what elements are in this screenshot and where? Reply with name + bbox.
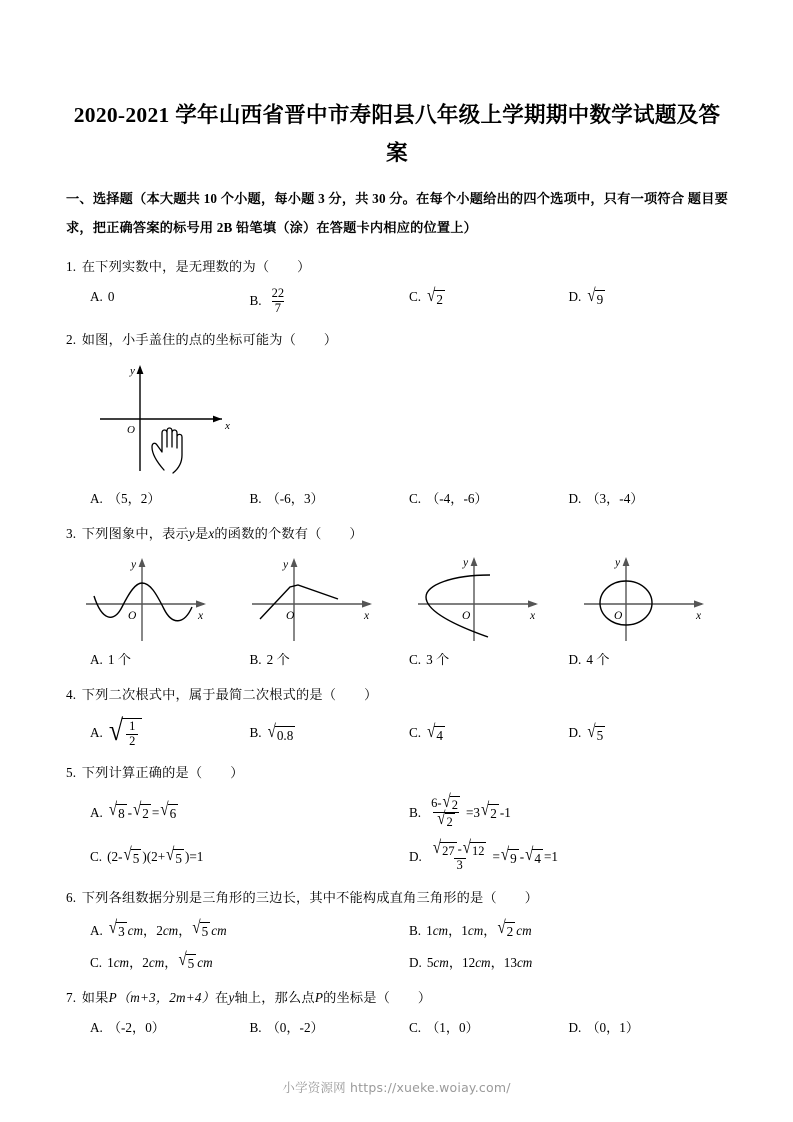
point-coordinates: （m+3，2m+4） <box>116 989 216 1005</box>
option-label: B. <box>249 491 262 506</box>
result-suffix: -1 <box>499 804 511 820</box>
question-5-text: 下列计算正确的是（ <box>81 765 203 780</box>
sqrt-icon <box>462 838 487 858</box>
question-2-paren-close: ） <box>323 332 338 347</box>
question-2-index: 2. <box>66 332 77 347</box>
radical-sign: √ <box>427 286 436 306</box>
operator: - <box>519 849 525 865</box>
radicand: 6 <box>169 806 177 822</box>
option-label: C. <box>90 849 103 865</box>
numerator: 22 <box>271 286 285 300</box>
section-instructions <box>66 184 728 242</box>
radicand: 2 <box>490 806 497 822</box>
radical-sign: √ <box>108 713 124 747</box>
option-value: 3 个 <box>426 652 450 667</box>
x-axis-label: x <box>198 610 204 622</box>
radicand: 5 <box>201 924 209 940</box>
option-label: D. <box>568 724 582 740</box>
equals: = <box>492 849 500 865</box>
option-value: （-2，0） <box>107 1019 165 1035</box>
question-6-text: 下列各组数据分别是三角形的三边长，其中不能构成直角三角形的是（ <box>81 889 497 905</box>
question-1-stem <box>66 256 728 278</box>
question-6-option-a[interactable]: A. √ 3 cm ， 2 cm ， √ 5 cm <box>90 918 227 940</box>
numerator-prefix: 6- <box>431 796 442 811</box>
question-5-paren-close: ） <box>230 765 244 780</box>
radical-sign: √ <box>192 918 201 938</box>
option-label: A. <box>90 652 103 667</box>
origin-label: O <box>614 610 623 622</box>
equals: = <box>151 804 160 820</box>
sqrt-icon <box>587 286 605 307</box>
option-label: B. <box>249 1019 262 1035</box>
sqrt-icon <box>427 286 445 307</box>
y-axis-label: y <box>463 557 469 569</box>
y-axis-label: y <box>283 559 289 571</box>
question-2-option-d[interactable] <box>569 489 729 509</box>
figure-sine-wave <box>80 549 228 641</box>
origin-label: O <box>128 610 137 622</box>
radicand: 2 <box>142 806 149 822</box>
y-axis-label: y <box>130 365 135 377</box>
question-4 <box>66 684 728 748</box>
radicand: 12 <box>471 843 485 858</box>
side-1: 1 <box>107 954 114 970</box>
question-5-index: 5. <box>66 765 77 780</box>
option-label: B. <box>249 652 262 667</box>
radicand <box>122 718 142 748</box>
option-label: D. <box>568 289 582 304</box>
radicand: 27 <box>442 843 455 858</box>
option-label: A. <box>90 804 103 820</box>
question-4-option-b[interactable] <box>250 723 410 743</box>
option-label: D. <box>568 652 582 667</box>
side-2: 2 <box>156 922 163 938</box>
unit-cm: cm <box>432 922 449 938</box>
sqrt-icon <box>587 722 605 743</box>
radicand: 5 <box>175 850 182 866</box>
sqrt-icon <box>160 800 178 822</box>
option-value: （1，0） <box>426 1019 479 1035</box>
radical-sign: √ <box>437 809 446 830</box>
sqrt-icon <box>123 844 141 866</box>
sqrt-icon <box>108 800 127 822</box>
option-value: （-4，-6） <box>426 491 488 506</box>
option-label: A. <box>90 491 103 506</box>
unit-cm: cm <box>113 954 130 970</box>
x-axis-label: x <box>364 610 370 622</box>
text-prefix: (2- <box>107 849 123 865</box>
question-4-option-a[interactable] <box>90 713 250 748</box>
sqrt-icon <box>108 918 127 940</box>
question-7-text-pre: 如果 <box>81 989 109 1005</box>
option-label: C. <box>409 491 422 506</box>
operator: - <box>127 804 133 820</box>
radicand: 2 <box>446 815 453 830</box>
question-1-options <box>66 287 728 315</box>
question-3-options <box>66 650 728 670</box>
result-suffix: =1 <box>543 849 558 865</box>
footer-watermark: 小学资源网 https://xueke.woiay.com/ <box>282 1080 511 1095</box>
question-5-option-c[interactable] <box>90 844 409 867</box>
question-4-index: 4. <box>66 687 77 702</box>
option-label: B. <box>409 922 422 938</box>
radicand: 4 <box>534 850 541 866</box>
question-5-option-d[interactable] <box>409 838 728 873</box>
point-label-p: P <box>314 989 324 1005</box>
radical-sign: √ <box>497 918 506 938</box>
radical-sign: √ <box>166 844 175 865</box>
option-label: D. <box>409 849 422 865</box>
question-4-text: 下列二次根式中，属于最简二次根式的是（ <box>81 687 337 702</box>
option-value: （-6，3） <box>266 491 324 506</box>
question-1-option-d[interactable] <box>569 287 729 307</box>
sqrt-icon <box>525 844 543 866</box>
question-1-option-c[interactable] <box>409 287 569 307</box>
question-7-stem <box>66 987 728 1009</box>
radicand: 8 <box>118 806 125 822</box>
question-6-option-b[interactable]: B. 1 cm ， 1 cm ， √ 2 cm <box>409 918 532 940</box>
question-1-text: 在下列实数中，是无理数的为（ <box>81 259 270 274</box>
sqrt-icon <box>108 713 143 748</box>
radical-sign: √ <box>481 800 490 821</box>
coordinate-axes-with-hand-diagram <box>94 357 244 475</box>
question-3-stem <box>66 523 728 545</box>
sqrt-icon <box>427 722 445 743</box>
option-label: B. <box>409 804 422 820</box>
origin-label: O <box>127 424 135 436</box>
denominator: 3 <box>454 858 466 873</box>
instruction-line-2: 题目要求，把正确答案的标号用 2B 铅笔填（涂）在答题卡内相应的位置上） <box>66 191 729 235</box>
question-7-option-b[interactable] <box>250 1018 410 1038</box>
fraction-1-over-2 <box>126 720 138 748</box>
question-6-index: 6. <box>66 889 77 905</box>
option-label: A. <box>90 1019 103 1035</box>
radical-sign: √ <box>160 800 169 821</box>
radical-sign: √ <box>500 844 510 865</box>
radicand: 0.8 <box>276 727 294 743</box>
question-3-figures <box>80 549 728 641</box>
question-3-text-post: 的函数的个数有（ <box>214 526 322 541</box>
question-6-stem <box>66 887 728 909</box>
question-6-options-row-1 <box>66 918 728 941</box>
unit-cm: cm <box>516 954 533 970</box>
y-axis-label: y <box>131 559 137 571</box>
denominator: 2 <box>126 734 138 749</box>
question-1 <box>66 256 728 315</box>
question-2-option-c[interactable] <box>409 489 569 509</box>
radical-sign: √ <box>267 722 276 742</box>
radicand: 9 <box>510 850 517 866</box>
question-5-options-row-2 <box>66 838 728 873</box>
radicand: 5 <box>132 850 140 866</box>
option-label: C. <box>409 1019 422 1035</box>
numerator <box>428 792 464 812</box>
figure-piecewise-peak-line <box>246 549 394 641</box>
option-value: （0，1） <box>586 1019 640 1035</box>
variable-x: x <box>208 526 215 541</box>
point-label-p: P <box>108 989 117 1005</box>
x-axis-label: x <box>530 610 536 622</box>
question-3-text-pre: 下列图象中，表示 <box>81 526 189 541</box>
question-5 <box>66 762 728 873</box>
y-axis-label: y <box>615 557 621 569</box>
option-label: D. <box>568 491 582 506</box>
numerator: 1 <box>129 719 136 733</box>
question-6-paren-close: ） <box>524 889 539 905</box>
question-2-figure <box>94 357 728 480</box>
radical-sign: √ <box>432 838 442 858</box>
question-1-paren-close: ） <box>297 259 311 274</box>
unit-cm: cm <box>433 954 449 970</box>
question-2-text: 如图，小手盖住的点的坐标可能为（ <box>81 332 296 347</box>
question-7-option-d[interactable] <box>569 1018 729 1038</box>
option-value: 4 个 <box>586 652 610 667</box>
question-5-option-a[interactable] <box>90 800 409 823</box>
radical-sign: √ <box>525 844 534 865</box>
radical-sign: √ <box>123 844 132 865</box>
question-7-text-post: 的坐标是（ <box>323 989 391 1005</box>
x-axis-label: x <box>696 610 702 622</box>
fraction-sqrt27-minus-sqrt12-over-3 <box>429 838 491 873</box>
option-value: （0，-2） <box>266 1019 324 1035</box>
unit-cm: cm <box>467 922 484 938</box>
unit-cm: cm <box>197 954 213 970</box>
origin-label: O <box>286 610 295 622</box>
question-6 <box>66 887 728 973</box>
text-suffix: )=1 <box>184 849 204 865</box>
origin-label: O <box>462 610 471 622</box>
operator: - <box>457 841 462 856</box>
sqrt-icon <box>267 722 296 743</box>
question-2-options <box>66 489 728 509</box>
question-7-option-c[interactable] <box>409 1018 569 1038</box>
sqrt-icon <box>166 844 184 866</box>
page-title: 2020-2021 学年山西省晋中市寿阳县八年级上学期期中数学试题及答案 <box>73 103 721 165</box>
option-label: C. <box>409 724 422 740</box>
option-label: C. <box>90 954 103 970</box>
variable-y: y <box>188 526 195 541</box>
side-2: 2 <box>142 954 149 970</box>
fraction-22-over-7 <box>269 287 288 315</box>
option-label: C. <box>409 289 422 304</box>
question-2 <box>66 329 728 509</box>
option-label: A. <box>90 289 103 304</box>
hand-icon <box>152 428 182 473</box>
question-7 <box>66 987 728 1038</box>
numerator <box>429 838 491 858</box>
sqrt-icon <box>192 918 210 940</box>
sqrt-icon <box>497 918 515 940</box>
radical-sign: √ <box>108 918 118 938</box>
question-3-text-mid: 是 <box>194 526 209 541</box>
sqrt-icon <box>133 800 151 822</box>
radicand: 2 <box>451 798 458 812</box>
x-axis-label: x <box>225 420 230 432</box>
question-3-option-d[interactable] <box>569 650 729 670</box>
radicand: 3 <box>118 924 125 940</box>
question-3-option-c[interactable] <box>409 650 569 670</box>
radical-sign: √ <box>462 838 471 858</box>
sqrt-icon <box>432 838 457 858</box>
question-4-paren-close: ） <box>364 687 378 702</box>
instruction-line-1: 一、选择题（本大题共 10 个小题，每小题 3 分，共 30 分。在每个小题给出的四个选项中，只有一项符合 <box>66 191 685 206</box>
question-4-stem <box>66 684 728 706</box>
unit-cm: cm <box>148 954 165 970</box>
question-5-stem <box>66 762 728 784</box>
question-3-option-a[interactable] <box>90 650 250 670</box>
sqrt-icon <box>437 809 454 830</box>
question-1-index: 1. <box>66 259 77 274</box>
option-label: D. <box>568 1019 582 1035</box>
figure-circle <box>578 549 726 641</box>
option-value: （5，2） <box>107 491 161 506</box>
denominator: 7 <box>272 301 284 316</box>
option-label: B. <box>249 724 262 740</box>
question-7-paren-close: ） <box>417 989 432 1005</box>
unit-cm: cm <box>516 922 532 938</box>
variable-y: y <box>228 989 235 1005</box>
figure-sideways-parabola <box>412 549 560 641</box>
radical-sign: √ <box>427 722 436 742</box>
question-4-option-d[interactable] <box>569 723 729 743</box>
question-2-stem <box>66 329 728 351</box>
radicand: 4 <box>436 727 443 743</box>
question-2-option-a[interactable] <box>90 489 250 509</box>
denominator <box>433 809 458 830</box>
question-4-options <box>66 713 728 748</box>
sqrt-icon <box>481 800 499 822</box>
side-1: 5 <box>426 954 434 970</box>
question-7-option-a[interactable] <box>90 1018 250 1038</box>
document-body <box>66 96 728 1038</box>
option-value: 2 个 <box>266 652 290 667</box>
question-3-option-b[interactable] <box>250 650 410 670</box>
side-2: 1 <box>461 922 468 938</box>
question-5-option-b[interactable] <box>409 792 728 830</box>
question-7-text-mid2: 轴上，那么点 <box>234 989 315 1005</box>
question-3 <box>66 523 728 670</box>
equals-three: =3 <box>466 804 481 820</box>
unit-cm: cm <box>162 922 179 938</box>
fraction-6-minus-sqrt2-over-sqrt2 <box>428 792 464 830</box>
option-label: A. <box>90 725 103 740</box>
option-value: 0 <box>107 289 115 304</box>
side-2: 12 <box>462 954 476 970</box>
radical-sign: √ <box>587 286 596 306</box>
option-value: （3，-4） <box>586 491 644 506</box>
option-label: A. <box>90 922 103 938</box>
question-7-index: 7. <box>66 989 77 1005</box>
radicand: 5 <box>187 956 195 972</box>
unit-cm: cm <box>127 922 144 938</box>
side-3: 13 <box>503 954 517 970</box>
question-5-options-row-1 <box>66 792 728 830</box>
radicand: 2 <box>506 924 514 940</box>
question-1-option-a[interactable] <box>90 287 250 307</box>
question-2-option-b[interactable] <box>250 489 410 509</box>
option-label: B. <box>249 293 262 308</box>
question-4-option-c[interactable] <box>409 723 569 743</box>
sqrt-icon <box>500 844 519 866</box>
sqrt-icon <box>178 950 196 972</box>
option-label: C. <box>409 652 422 667</box>
option-value: 1 个 <box>107 652 131 667</box>
radicand: 5 <box>596 727 604 743</box>
text-middle: )(2+ <box>142 849 166 865</box>
question-1-option-b[interactable] <box>250 287 410 315</box>
question-3-paren-close: ） <box>349 526 363 541</box>
radical-sign: √ <box>587 722 596 742</box>
radical-sign: √ <box>108 800 118 821</box>
unit-cm: cm <box>211 922 227 938</box>
question-6-options-row-2 <box>66 950 728 973</box>
unit-cm: cm <box>475 954 491 970</box>
radicand: 2 <box>436 292 443 307</box>
question-6-option-c[interactable]: C. 1 cm ， 2 cm ， √ 5 cm <box>90 950 213 972</box>
question-7-options <box>66 1018 728 1038</box>
radicand: 9 <box>596 292 604 307</box>
side-1: 1 <box>426 922 433 938</box>
option-label: D. <box>409 954 422 970</box>
question-6-option-d[interactable]: D. 5 cm ， 12 cm ， 13 cm <box>409 953 728 973</box>
radical-sign: √ <box>442 792 451 812</box>
question-3-index: 3. <box>66 526 77 541</box>
radical-sign: √ <box>178 950 187 970</box>
question-7-text-mid: 在 <box>215 989 229 1005</box>
radical-sign: √ <box>133 800 142 821</box>
